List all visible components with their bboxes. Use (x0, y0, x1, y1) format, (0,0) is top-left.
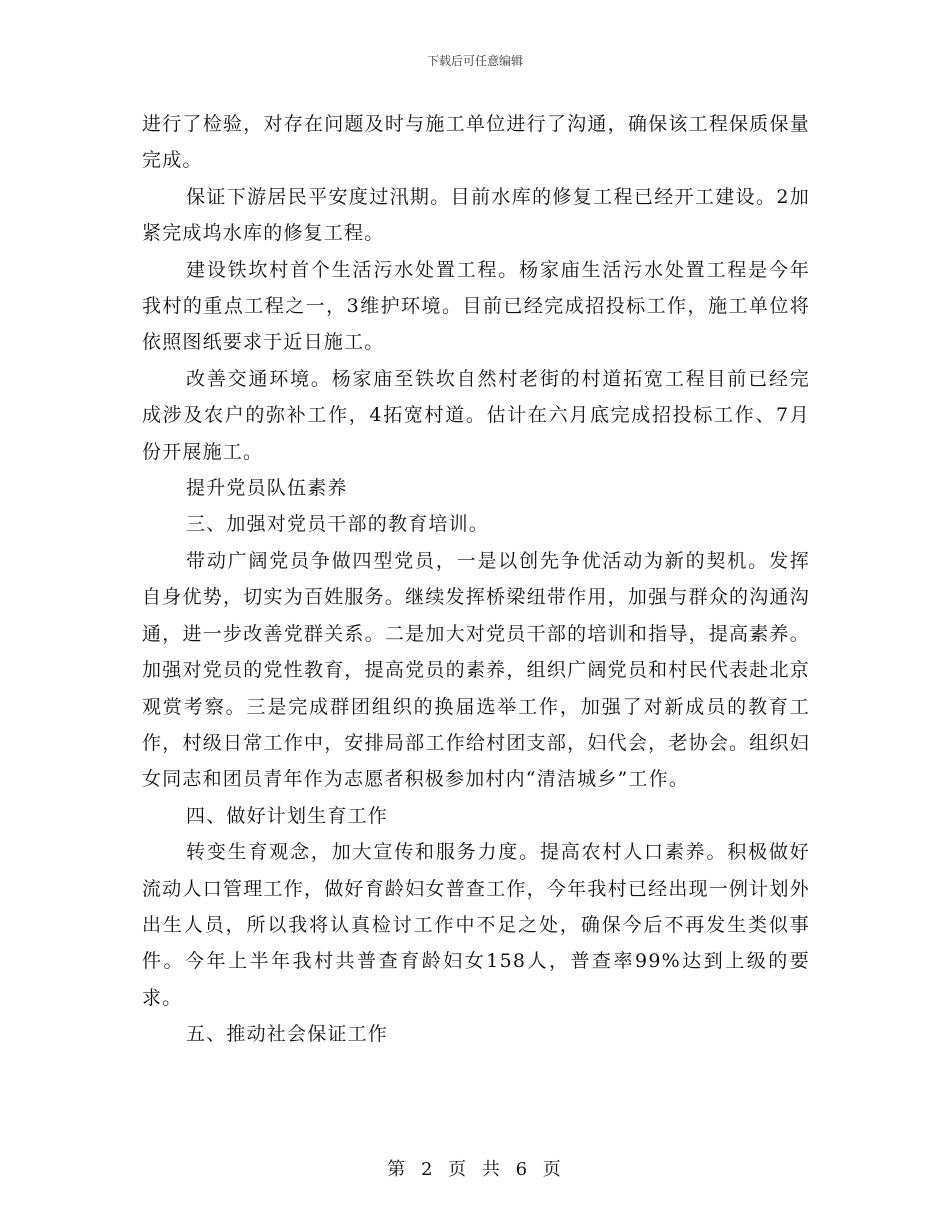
paragraph-sewage-project: 建设铁坎村首个生活污水处置工程。杨家庙生活污水处置工程是今年我村的重点工程之一，3维护环境。目前已经完成招投标工作，施工单位将依照图纸要求于近日施工。 (142, 258, 810, 354)
footer-gong: 共 (481, 1159, 502, 1180)
section-heading-five: 五、推动社会保证工作 (186, 1023, 389, 1046)
footer-current-page: 2 (420, 1159, 435, 1180)
page-number-footer (0, 1155, 950, 1181)
paragraph-party-training: 带动广阔党员争做四型党员，一是以创先争优活动为新的契机。发挥自身优势，切实为百姓服务。继续发挥桥梁纽带作用，加强与群众的沟通沟通，进一步改善党群关系。二是加大对党员干部的培训和指导，提高素养。加强对党员的党性教育，提高党员的素养，组织广阔党员和村民代表赴北京观赏考察。三是完成群团组织的换届选举工作，加强了对新成员的教育工作，村级日常工作中，安排局部工作给村团支部，妇代会，老协会。组织妇女同志和团员青年作为志愿者积极参加村内“清洁城乡”工作。 (142, 549, 810, 791)
page-header-note: 下载后可任意编辑 (426, 54, 523, 68)
paragraph-party-quality: 提升党员队伍素养 (186, 477, 348, 500)
footer-total-pages: 6 (515, 1159, 530, 1180)
paragraph-road-widening: 改善交通环境。杨家庙至铁坎自然村老街的村道拓宽工程目前已经完成涉及农户的弥补工作，4拓宽村道。估计在六月底完成招投标工作、7月份开展施工。 (142, 367, 810, 463)
paragraph-flood-safety: 保证下游居民平安度过汛期。目前水库的修复工程已经开工建设。2加紧完成坞水库的修复工程。 (142, 185, 810, 245)
footer-ye: 页 (448, 1159, 469, 1180)
paragraph-continuation: 进行了检验，对存在问题及时与施工单位进行了沟通，确保该工程保质保量完成。 (142, 113, 810, 172)
footer-ye2: 页 (542, 1159, 563, 1180)
footer-di: 第 (387, 1159, 408, 1180)
paragraph-family-planning: 转变生育观念，加大宣传和服务力度。提高农村人口素养。积极做好流动人口管理工作，做好育龄妇女普查工作，今年我村已经出现一例计划外出生人员，所以我将认真检讨工作中不足之处，确保今后不再发生类似事件。今年上半年我村共普查育龄妇女158人，普查率99%达到上级的要求。 (142, 841, 810, 1009)
section-heading-three: 三、加强对党员干部的教育培训。 (186, 513, 490, 536)
section-heading-four: 四、做好计划生育工作 (186, 804, 389, 827)
document-body (142, 106, 810, 1053)
